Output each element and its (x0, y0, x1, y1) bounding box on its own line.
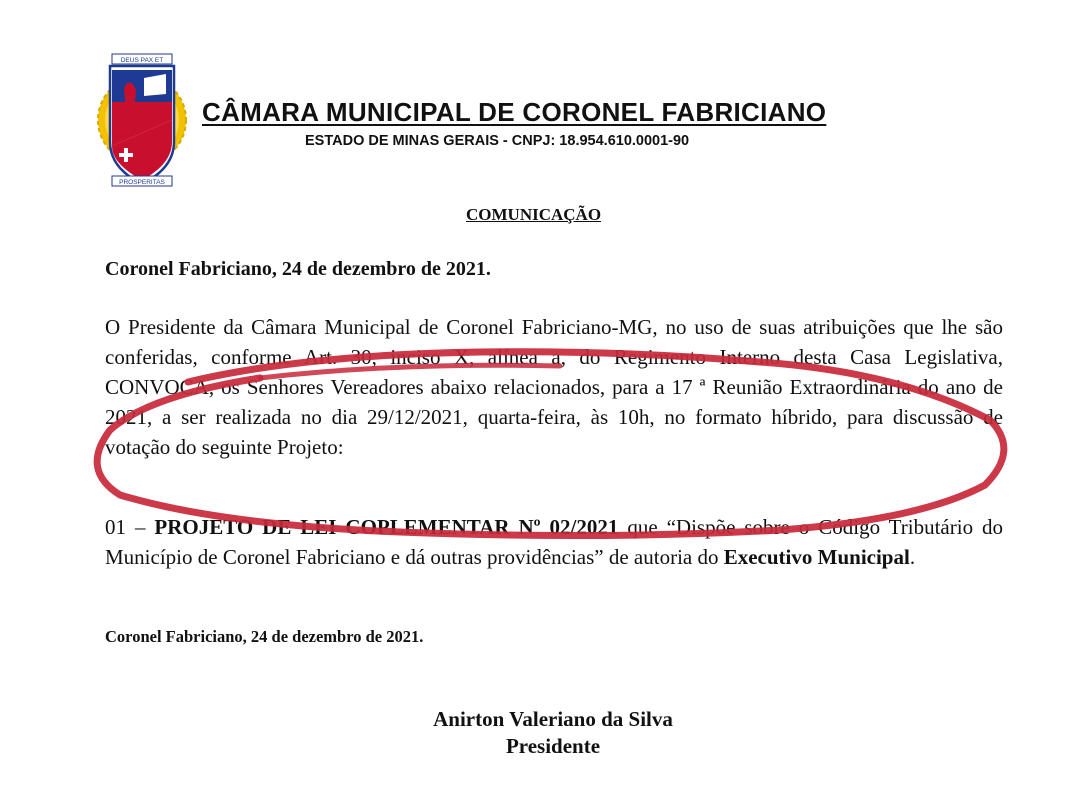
convocation-paragraph: O Presidente da Câmara Municipal de Coronel Fabriciano-MG, no uso de suas atribuições que lhe são conferidas, conforme Art. 30, inciso X, alínea a, do Regimento Interno desta Casa Legislativa, CONVOCA, os Senhores Vereadores abaixo relacionados, para a 17 ª Reunião Extraordinária do ano de 2021, a ser realizada no dia 29/12/2021, quarta-feira, às 10h, no formato híbrido, para discussão de votação do seguinte Projeto: (105, 315, 1003, 459)
dateline: Coronel Fabriciano, 24 de dezembro de 2021. (105, 258, 491, 280)
crest-motto-top: DEUS PAX ET (120, 57, 164, 64)
agenda-item-author: Executivo Municipal (723, 545, 910, 569)
agenda-item-number: 01 – (105, 515, 146, 539)
signature-name: Anirton Valeriano da Silva (433, 707, 673, 731)
agenda-item-end: . (909, 545, 916, 569)
agenda-item-text: que “Dispõe sobre o Código Tributário do Município de Coronel Fabriciano e dá outras providências” de autoria do (105, 515, 1004, 569)
crest-motto-bottom: PROSPERITAS (119, 179, 165, 186)
municipal-crest-logo (96, 50, 188, 190)
agenda-item (105, 512, 1003, 572)
agenda-item-bill: PROJETO DE LEI COPLEMENTAR Nº 02/2021 (154, 515, 619, 539)
closing-date: Coronel Fabriciano, 24 de dezembro de 2021. (105, 627, 424, 646)
crest-torch-icon (124, 82, 136, 112)
signature-role: Presidente (505, 734, 601, 758)
document-title: COMUNICAÇÃO (466, 205, 602, 224)
institution-title: CÂMARA MUNICIPAL DE CORONEL FABRICIANO (202, 97, 827, 127)
institution-subtitle: ESTADO DE MINAS GERAIS - CNPJ: 18.954.610.0001-90 (305, 133, 690, 149)
